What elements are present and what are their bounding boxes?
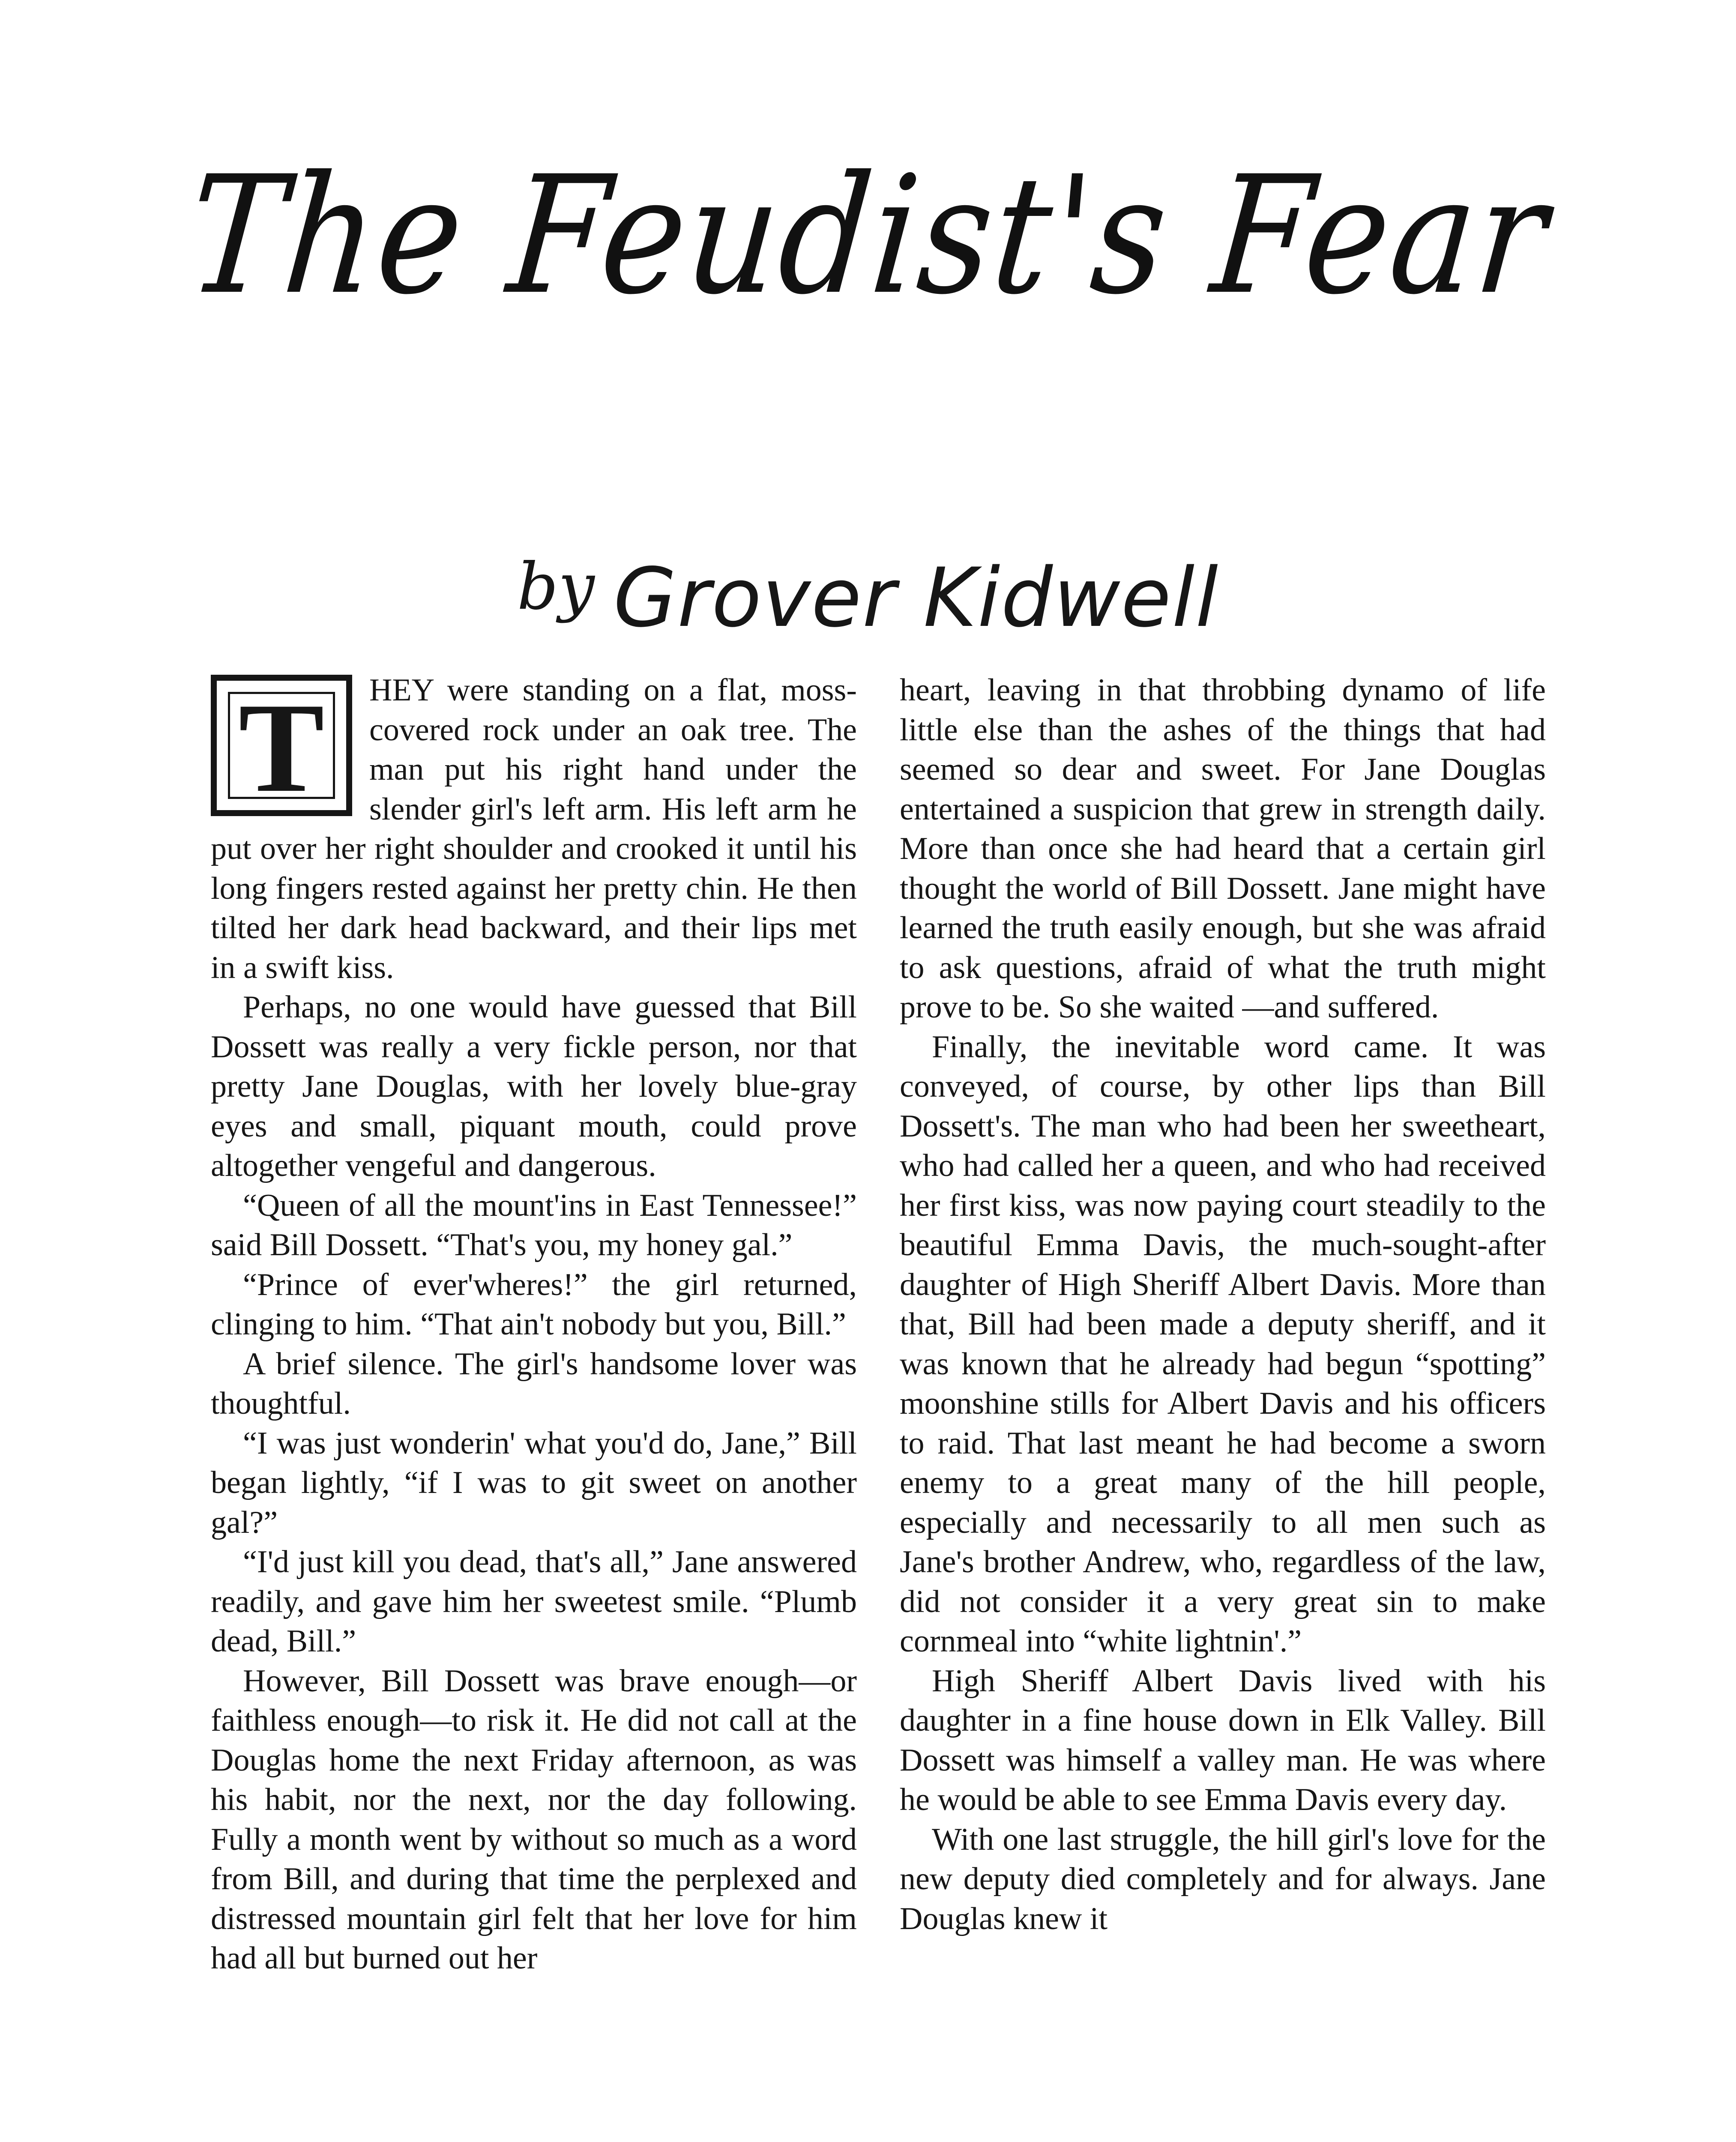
paragraph: High Sheriff Albert Davis lived with his daughter in a fine house down in Elk Valley. Bill Dossett was himself a valley man. He was where he would be able to see Emma Davis every day. xyxy=(900,1663,1546,1817)
paragraph: Perhaps, no one would have guessed that Bill Dossett was really a very fickle person, nor that pretty Jane Douglas, with her lovely blue-gray eyes and small, piquant mouth, could prove altogether vengeful and dangerous. xyxy=(211,990,857,1183)
drop-cap-letter: T xyxy=(228,692,335,799)
paragraph: “Prince of ever'wheres!” the girl returned, clinging to him. “That ain't nobody but you, Bill.” xyxy=(211,1267,857,1342)
paragraph: HEY were standing on a flat, moss-covered rock under an oak tree. The man put his right hand under the slender girl's left arm. His left arm he put over her right shoulder and crooked it until his long fingers rested against her pretty chin. He then tilted her dark head backward, and their lips met in a swift kiss. xyxy=(211,673,857,985)
story-title: The Feudist's Fear xyxy=(180,141,1556,330)
paragraph: With one last struggle, the hill girl's love for the new deputy died completely and for always. Jane Douglas knew it xyxy=(900,1822,1546,1936)
drop-cap xyxy=(211,675,352,819)
right-column xyxy=(900,670,1546,2142)
paragraph: However, Bill Dossett was brave enough—or faithless enough—to risk it. He did not call at the Douglas home the next Friday afternoon, as was his habit, nor the next, nor the day following. Fully a month went by without so much as a word from Bill, and during that time the perplexed and distressed mountain girl felt that her love for him had all but burned out her xyxy=(211,1663,857,1976)
author-name: Grover Kidwell xyxy=(613,550,1219,645)
left-column xyxy=(211,670,857,2142)
paragraph: heart, leaving in that throbbing dynamo of life little else than the ashes of the things that had seemed so dear and sweet. For Jane Douglas entertained a suspicion that grew in strength daily. More than once she had heard that a certain girl thought the world of Bill Dossett. Jane might have learned the truth easily enough, but she was afraid to ask questions, afraid of what the truth might prove to be. So she waited —and suffered. xyxy=(900,673,1546,1025)
byline-by: by xyxy=(517,550,595,624)
paragraph: “Queen of all the mount'ins in East Tennessee!” said Bill Dossett. “That's you, my honey gal.” xyxy=(211,1188,857,1262)
paragraph: “I was just wonderin' what you'd do, Jane,” Bill began lightly, “if I was to git sweet on another gal?” xyxy=(211,1425,857,1540)
paragraph: A brief silence. The girl's handsome lover was thoughtful. xyxy=(211,1346,857,1421)
paragraph: “I'd just kill you dead, that's all,” Jane answered readily, and gave him her sweetest smile. “Plumb dead, Bill.” xyxy=(211,1544,857,1659)
paragraph: Finally, the inevitable word came. It was conveyed, of course, by other lips than Bill Dossett's. The man who had been her sweetheart, who had called her a queen, and who had received her first kiss, was now paying court steadily to the beautiful Emma Davis, the much-sought-after daughter of High Sheriff Albert Davis. More than that, Bill had been made a deputy sheriff, and it was known that he already had begun “spotting” moonshine stills for Albert Davis and his officers to raid. That last meant he had become a sworn enemy to a great many of the hill people, especially and necessarily to all men such as Jane's brother Andrew, who, regardless of the law, did not consider it a very great sin to make cornmeal into “white lightnin'.” xyxy=(900,1029,1546,1659)
byline xyxy=(0,531,1736,643)
